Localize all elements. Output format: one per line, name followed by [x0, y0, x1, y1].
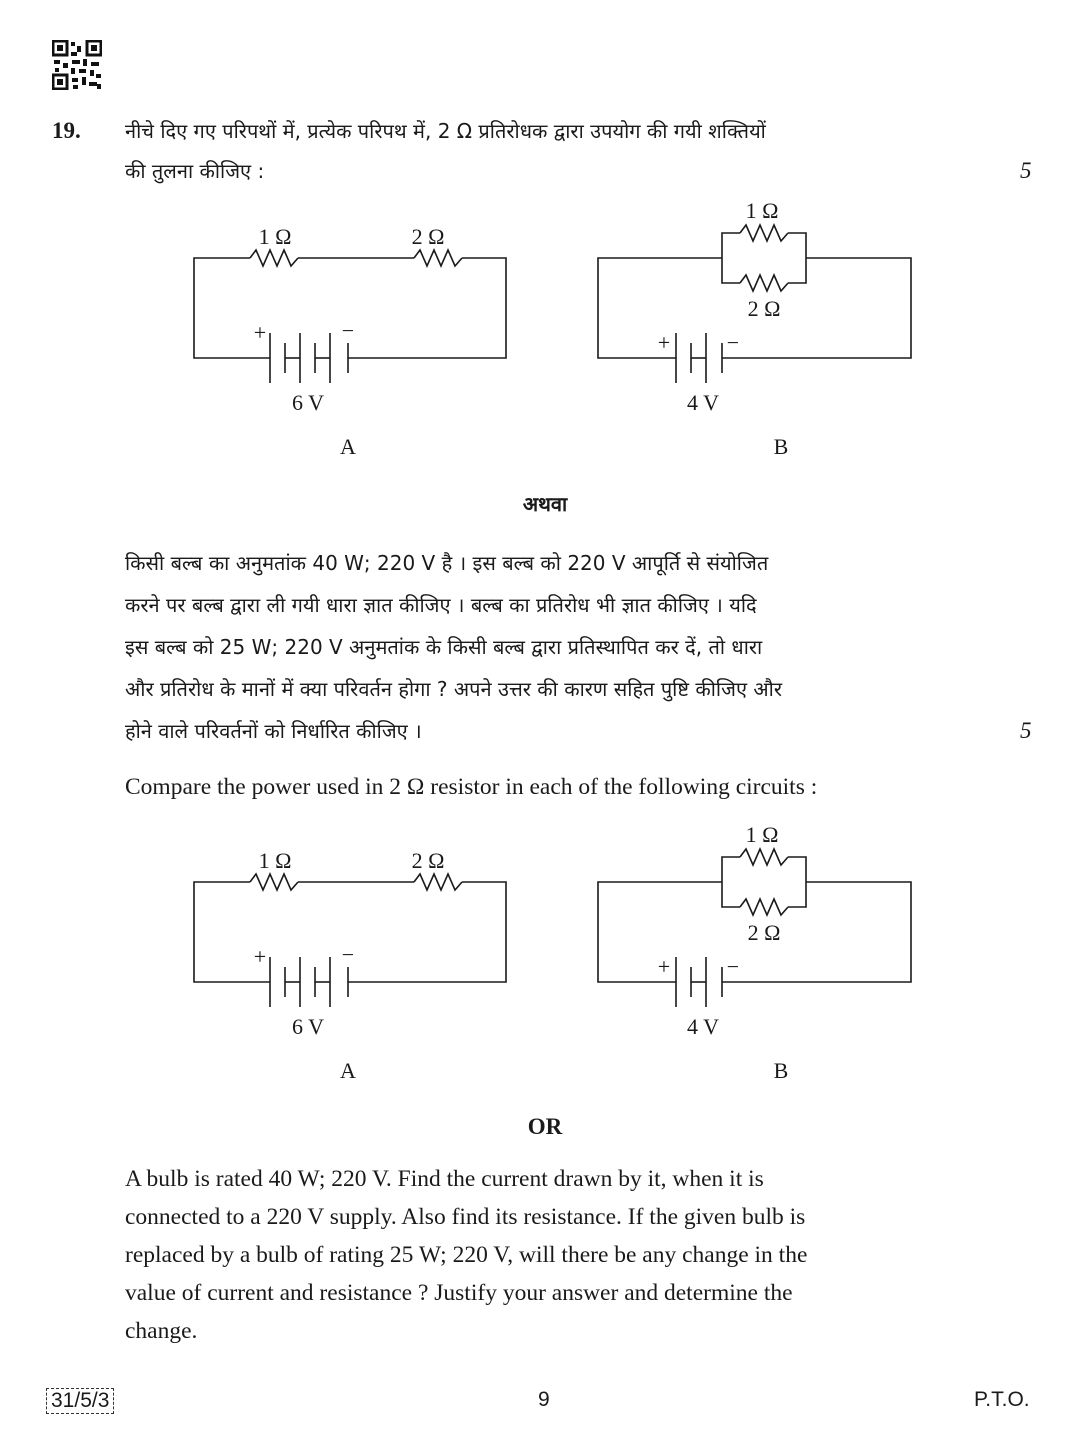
- circuit-a-plus-sign: +: [253, 944, 267, 969]
- hindi-question-line-2: की तुलना कीजिए :: [125, 159, 265, 183]
- circuit-b-caption: B: [773, 1058, 789, 1083]
- circuit-a-voltage-label: 6 V: [292, 1014, 324, 1039]
- paper-code: 31/5/3: [46, 1388, 114, 1414]
- circuit-b-minus-sign: −: [726, 954, 740, 979]
- circuit-b-caption: B: [773, 434, 789, 459]
- question-number: 19.: [52, 118, 81, 143]
- page-number: 9: [538, 1388, 550, 1411]
- hindi-or-label: अथवा: [522, 492, 568, 516]
- marks-or: 5: [1020, 718, 1032, 743]
- hindi-or-line: किसी बल्ब का अनुमतांक 40 W; 220 V है । इस बल्ब को 220 V आपूर्ति से संयोजित: [125, 551, 769, 575]
- circuit-a: [194, 250, 506, 383]
- hindi-or-paragraph: [125, 542, 980, 752]
- english-or-line: replaced by a bulb of rating 25 W; 220 V, will there be any change in the: [125, 1242, 808, 1268]
- english-or-paragraph: [125, 1160, 980, 1350]
- circuit-b-voltage-label: 4 V: [687, 1014, 719, 1039]
- english-or-label: OR: [527, 1114, 563, 1139]
- hindi-or-line: और प्रतिरोध के मानों में क्या परिवर्तन होगा ? अपने उत्तर की कारण सहित पुष्टि कीजिए और: [125, 677, 783, 701]
- circuit-b-plus-sign: +: [657, 954, 671, 979]
- circuit-b-r2-label: 2 Ω: [747, 296, 781, 321]
- marks-hindi: 5: [1020, 158, 1032, 183]
- circuit-a-caption: A: [340, 1058, 356, 1083]
- hindi-or-line: इस बल्ब को 25 W; 220 V अनुमतांक के किसी बल्ब द्वारा प्रतिस्थापित कर दें, तो धारा: [125, 635, 763, 659]
- circuit-a-r1-label: 1 Ω: [258, 848, 292, 873]
- circuit-b-voltage-label: 4 V: [687, 390, 719, 415]
- pto-label: P.T.O.: [974, 1388, 1030, 1411]
- circuit-a-voltage-label: 6 V: [292, 390, 324, 415]
- circuit-a-plus-sign: +: [253, 320, 267, 345]
- hindi-or-line: करने पर बल्ब द्वारा ली गयी धारा ज्ञात कीजिए । बल्ब का प्रतिरोध भी ज्ञात कीजिए । यदि: [125, 593, 757, 617]
- circuit-a-minus-sign: −: [341, 318, 355, 343]
- circuit-diagrams-english: [0, 814, 1091, 1094]
- english-or-line: change.: [125, 1318, 198, 1344]
- qr-code-image: [52, 40, 102, 90]
- english-or-line: A bulb is rated 40 W; 220 V. Find the current drawn by it, when it is: [125, 1166, 764, 1192]
- circuit-a-caption: A: [340, 434, 356, 459]
- circuit-b-minus-sign: −: [726, 330, 740, 355]
- hindi-question-line-1: नीचे दिए गए परिपथों में, प्रत्येक परिपथ में, 2 Ω प्रतिरोधक द्वारा उपयोग की गयी शक्तियों: [125, 119, 766, 143]
- circuit-a-r2-label: 2 Ω: [411, 848, 445, 873]
- circuit-b-r2-label: 2 Ω: [747, 920, 781, 945]
- english-or-line: value of current and resistance ? Justify your answer and determine the: [125, 1280, 793, 1306]
- circuit-a-minus-sign: −: [341, 942, 355, 967]
- circuit-b-r1-label: 1 Ω: [745, 822, 779, 847]
- english-question: Compare the power used in 2 Ω resistor in each of the following circuits :: [125, 774, 818, 800]
- circuit-a-r1-label: 1 Ω: [258, 224, 292, 249]
- circuit-a-en: [194, 874, 506, 1007]
- circuit-diagrams-hindi: [0, 190, 1091, 470]
- english-or-line: connected to a 220 V supply. Also find its resistance. If the given bulb is: [125, 1204, 806, 1230]
- circuit-b-plus-sign: +: [657, 330, 671, 355]
- circuit-b-r1-label: 1 Ω: [745, 198, 779, 223]
- circuit-a-r2-label: 2 Ω: [411, 224, 445, 249]
- hindi-or-line: होने वाले परिवर्तनों को निर्धारित कीजिए ।: [125, 719, 422, 743]
